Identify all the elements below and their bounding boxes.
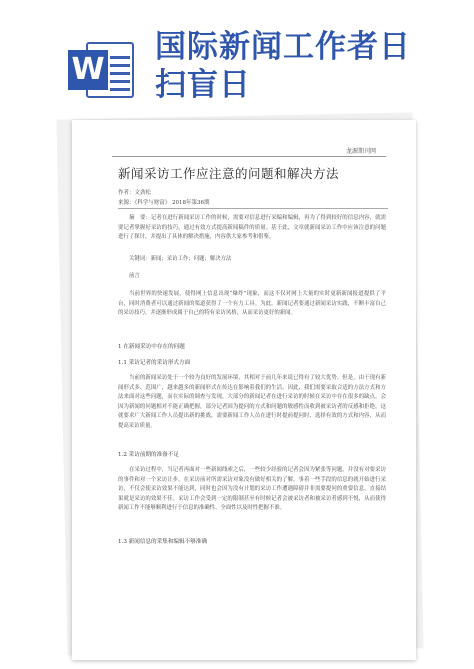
paragraph-1-1: 当前的新闻采访处于一个较为良好的发展环境，其相对于前几年来说已得有了较大优势。但是，由于现有新闻形式多、范围广，越来越多的新闻形式在传达在影响着我们的生活。因此，我们需要采取合适的方法方式和方法来面对这些问题，而在实际的调查与发现，大部分的新闻记者在进行采访的时候在采访中存在很多的缺点，会因为新闻的问题相对不能正确把握，部分记者因为提问的方式和问题的敏感性而收到被采访者的反感和拒绝，这就要求广大新闻工作人员提出新的挑战，需要新闻工作人员在进行时提前提问时，选择有效的方式和内容，从而提高采访质量。 xyxy=(118,375,386,429)
header-rule xyxy=(112,156,386,157)
banner-title-line2: 扫盲日 xyxy=(155,67,251,103)
section-heading-1-1: 1.1 采访记者的采访形式方面 xyxy=(118,360,191,366)
meta-rule xyxy=(118,208,388,209)
banner xyxy=(0,0,474,110)
intro-paragraph: 当前世界的快速发展，使得网上信息出现“爆炸”现象，而这不仅对网上大量的实时更新新闻报道提供了平台，同时消费者可以通过新闻的渠道获得了一个有力工具。为此，新闻记者要通过新闻采访实践，不断丰富自己的采访技巧，并逐渐形成属于自己的特有采访风格，从而采访更好的新闻。 xyxy=(118,291,386,317)
word-document-icon xyxy=(68,40,136,100)
section-heading-1-2: 1.2 采访前期的准备不足 xyxy=(118,452,180,458)
banner-title-line1: 国际新闻工作者日 xyxy=(155,29,411,65)
word-logo-letter: W xyxy=(68,50,108,90)
intro-label: 前言 xyxy=(129,273,140,279)
document-preview[interactable] xyxy=(72,120,416,660)
article-title: 新闻采访工作应注意的问题和解决方法 xyxy=(118,166,340,181)
section-heading-1-3: 1.3 新闻信息的采集和编辑不够准确 xyxy=(118,539,207,545)
article-source: 来源：《科学与财富》 2018年第36期 xyxy=(118,200,210,206)
keywords: 关键词：新闻；采访工作；问题；解决方法 xyxy=(129,256,232,262)
journal-name: 龙源期刊网 xyxy=(345,148,376,155)
paragraph-1-2: 在采访过程中，当记者再面对一些新闻线索之后，一些较少经验的记者会因为紧张等问题，并没有对要采访的事件和对一个采访让步，在采访前对所需采访对象没有做好相关的了解，事着一些手段的信息的就开始进行采访，不仅会使采访效果不能达到，同时也会因为没有计划的采访工作遭遇障碍并非需要提问的重要信息，直接结果就是采访的效果不佳。采访工作会受到一定的限制甚至有时候记者会被采访者和被采访者感到不悦，从而使得新闻工作不能够顺利进行于信息的准确性、全面性以及时性把握不准。 xyxy=(118,467,386,512)
abstract: 摘 要：记者在进行新闻采访工作的时候，需要对信息进行采编和编辑，再为了得到较好的信息内容，就需要记者掌握好采访的技巧，通过有效方式提高新闻稿件的质量。基于此，文章就新闻采访工作中应该注意的问题进行了探讨，并提出了具体的解决措施，内容供大家参考和借鉴。 xyxy=(118,215,386,241)
section-heading-1: 1 在新闻采访中存在的问题 xyxy=(118,344,185,350)
article-author: 作者：文劲松 xyxy=(118,190,152,196)
